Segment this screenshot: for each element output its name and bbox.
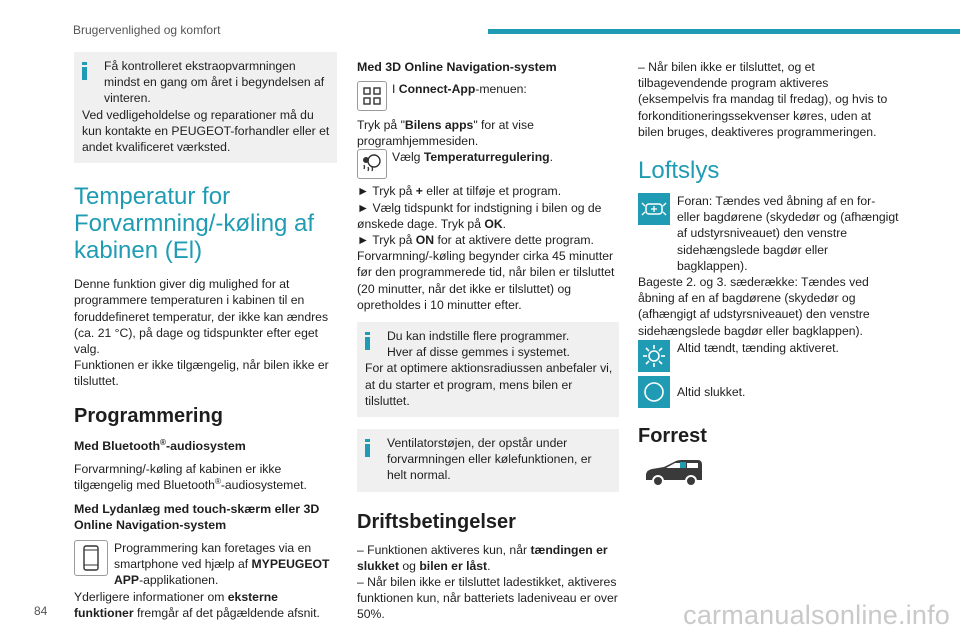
always-on-row [638,340,900,372]
paragraph: – Når bilen ikke er tilsluttet ladestikket, aktiveres funktionen kun, når batteriets ladeniveau er over 50%. [357,575,618,622]
paragraph: – Når bilen ikke er tilsluttet, og et tilbagevendende program aktiveres (eksempelvis fra mandag til fredag), og hvis to forkonditioneringssekvenser køres, uden at bilen bruges, deaktiveres programmeringen. [638,60,888,139]
paragraph: – Funktionen aktiveres kun, når tændingen er slukket og bilen er låst. [357,542,608,573]
paragraph: Bageste 2. og 3. sæderække: Tændes ved åbning af en af bagdørene (skydedør og (afhængigt af udstyrsniveauet) den venstre sidehængslede bagdør eller bagklappen). [638,275,870,338]
column-middle [357,59,619,623]
light-on-icon [638,340,670,372]
apps-grid-icon [357,81,387,111]
watermark: carmanualsonline.info [683,600,950,630]
running-header: Brugervenlighed og komfort [73,23,221,37]
front-light-row [638,193,900,274]
note-line: Ventilatorstøjen, der opstår under [387,436,568,451]
info-note [357,429,619,492]
paragraph: Funktionen er ikke tilgængelig, når bilen ikke er tilsluttet. [74,358,329,389]
note-line: For at optimere aktionsradiussen anbefaler vi, at du starter et program, mens bilen er tilsluttet. [365,361,613,408]
door-light-icon [638,193,670,225]
section-heading: Temperatur for Forvarmning/-køling af kabinen (El) [74,183,315,265]
paragraph: Altid slukket. [677,384,746,399]
van-icon [644,458,704,492]
note-line: Hver af disse gemmes i systemet. [387,345,570,360]
paragraph: I Connect-App-menuen: [392,82,527,96]
subsection-heading: Forrest [638,424,707,447]
temperature-control-icon [357,149,387,179]
column-right [638,59,900,496]
paragraph: Tryk på "Bilens apps" for at vise programhjemmesiden. [357,118,534,149]
paragraph: Vælg Temperaturregulering. [392,150,553,165]
note-line: Få kontrolleret ekstraopvarmningen [104,59,296,73]
section-heading: Loftslys [638,157,720,185]
paragraph: Yderligere informationer om eksterne funktioner fremgår af det pågældende afsnit. [74,589,320,620]
info-note [74,52,337,163]
info-icon [365,439,370,457]
paragraph: Altid tændt, tænding aktiveret. [677,340,839,355]
step: ► Vælg tidspunkt for indstigning i bilen og de ønskede dage. Tryk på OK. [357,200,602,231]
temperature-row [357,149,619,179]
column-left [74,52,337,621]
subsection-heading: Driftsbetingelser [357,510,516,533]
always-off-row [638,376,900,408]
step: ► Tryk på + eller at tilføje et program. [357,184,562,199]
sub-heading: Med Bluetooth®-audiosystem [74,437,246,453]
subsection-heading: Programmering [74,404,223,427]
info-icon [82,62,87,80]
header-accent-bar [488,29,960,34]
smartphone-icon [74,540,108,576]
paragraph: Forvarmning/-køling af kabinen er ikke tilgængelig med Bluetooth®-audiosystemet. [74,461,307,492]
page-number: 84 [34,604,48,618]
sub-heading: Med Lydanlæg med touch-skærm eller 3D Online Navigation-system [74,502,320,533]
note-line: Du kan indstille flere programmer. [387,329,570,344]
note-line: forvarmningen eller kølefunktionen, er helt normal. [387,452,592,483]
paragraph: Foran: Tændes ved åbning af en for- eller bagdørene (skydedør og (afhængigt af udstyrsniveauet) den venstre sidehængslede bagdør eller bagklappen). [677,194,899,273]
note-line: mindst en gang om året i begyndelsen af vinteren. [104,75,325,106]
van-illustration [644,458,900,496]
info-note [357,322,619,417]
connect-row [357,81,619,111]
app-row [74,540,337,589]
info-icon [365,332,370,350]
paragraph: Denne funktion giver dig mulighed for at programmere temperaturen i kabinen til en foruddefineret temperatur, der ikke kan ændres (ca. 21 °C), på dage og tidspunkter efter eget valg. [74,277,329,357]
note-line: Ved vedligeholdelse og reparationer må du kun kontakte en PEUGEOT-forhandler eller et andet kvalificeret værksted. [82,107,330,155]
light-off-icon [638,376,670,408]
paragraph: Forvarmning/-køling begynder cirka 45 minutter før den programmerede tid, når bilen er tilsluttet (20 minutter, når det ikke er tilsluttet) og opretholdes i 10 minutter efter. [357,249,615,312]
sub-heading: Med 3D Online Navigation-system [357,60,557,74]
step: ► Tryk på ON for at aktivere dette program. [357,233,594,248]
paragraph: Programmering kan foretages via en smartphone ved hjælp af MYPEUGEOT APP-applikationen. [114,541,330,588]
